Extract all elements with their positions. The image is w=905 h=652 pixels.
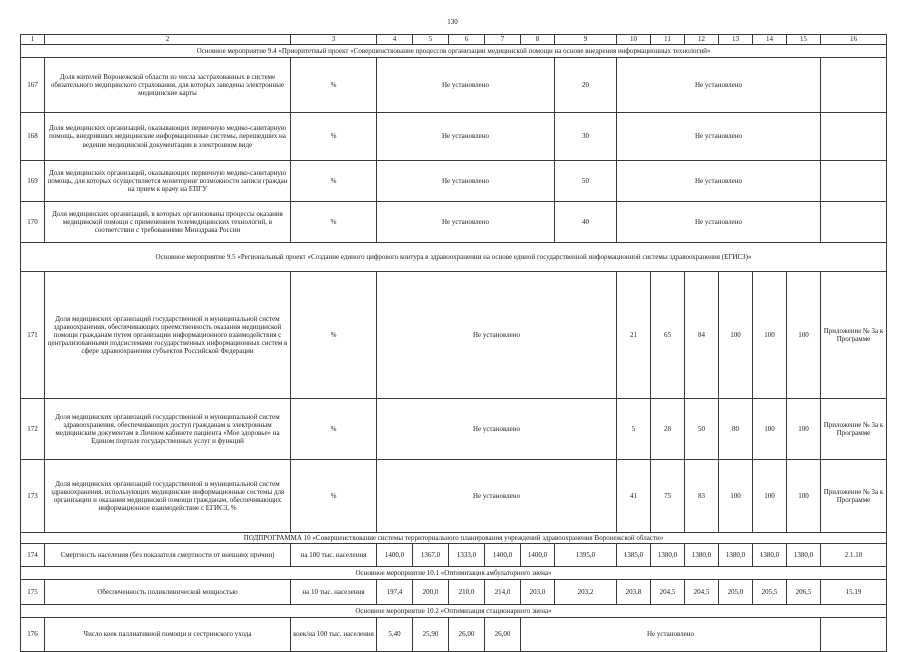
value-cell: 100 [787,399,821,460]
value-cell: 1395,0 [555,544,617,567]
indicator-name: Доля медицинских организаций государственной и муниципальной систем здравоохранения, обеспечивающих доступ гражданам к электронным медицинским документам в Личном кабинете пациента «Мое здоровье» на Едином портале государственных услуг и функций [45,399,291,460]
value-cell: 100 [753,272,787,399]
value-cell: 1380,0 [787,544,821,567]
value-cell: 100 [753,399,787,460]
indicator-name: Обеспеченность поликлинической мощностью [45,580,291,605]
table-row [21,272,887,399]
section-row [21,605,887,618]
not-set-cell: Не установлено [617,113,821,161]
value-cell: 206,5 [787,580,821,605]
value-cell: 25,90 [413,618,449,652]
note-cell [821,161,887,202]
header-cell: 5 [413,35,449,45]
row-number: 176 [21,618,45,652]
table-row [21,460,887,533]
note-cell [821,113,887,161]
unit-cell: % [291,399,377,460]
value-cell: 205,0 [719,580,753,605]
header-cell: 15 [787,35,821,45]
value-cell: 50 [555,161,617,202]
indicator-name: Доля медицинских организаций, в которых организованы процессы оказания медицинской помощи с применением телемедицинских технологий, в соответствии с требованиями Минздрава России [45,202,291,243]
value-cell: 20 [555,58,617,113]
value-cell: 204,5 [651,580,685,605]
value-cell: 26,00 [485,618,521,652]
section-title: Основное мероприятие 9.5 «Региональный проект «Создание единого цифрового контура в здравоохранении на основе единой государственной информационной системы здравоохранения (ЕГИСЗ)» [21,243,887,272]
row-number: 169 [21,161,45,202]
header-cell: 10 [617,35,651,45]
page-number: 130 [447,18,458,26]
value-cell: 40 [555,202,617,243]
header-cell: 13 [719,35,753,45]
value-cell: 1333,0 [449,544,485,567]
note-cell [821,58,887,113]
not-set-cell: Не установлено [617,161,821,202]
value-cell: 197,4 [377,580,413,605]
table-row [21,580,887,605]
value-cell: 100 [719,460,753,533]
value-cell: 26,00 [449,618,485,652]
not-set-cell: Не установлено [521,618,821,652]
header-cell: 11 [651,35,685,45]
table-row [21,399,887,460]
note-cell: Приложение № 3а к Программе [821,399,887,460]
value-cell: 83 [685,460,719,533]
unit-cell: на 100 тыс. населения [291,544,377,567]
note-cell: 2.1.10 [821,544,887,567]
table-row [21,544,887,567]
value-cell: 50 [685,399,719,460]
value-cell: 1367,0 [413,544,449,567]
indicator-name: Смертность населения (без показателя смертности от внешних причин) [45,544,291,567]
note-cell: 15.19 [821,580,887,605]
not-set-cell: Не установлено [377,272,617,399]
value-cell: 214,0 [485,580,521,605]
not-set-cell: Не установлено [377,399,617,460]
unit-cell: на 10 тыс. населения [291,580,377,605]
row-number: 174 [21,544,45,567]
header-cell: 7 [485,35,521,45]
note-cell [821,618,887,652]
row-number: 171 [21,272,45,399]
value-cell: 65 [651,272,685,399]
value-cell: 41 [617,460,651,533]
value-cell: 30 [555,113,617,161]
section-row [21,567,887,580]
section-row [21,45,887,58]
value-cell: 204,5 [685,580,719,605]
unit-cell: % [291,161,377,202]
value-cell: 203,2 [555,580,617,605]
header-cell: 1 [21,35,45,45]
section-title: Основное мероприятие 10.1 «Оптимизация амбулаторного звена» [21,567,887,580]
value-cell: 1400,0 [377,544,413,567]
value-cell: 1380,0 [753,544,787,567]
header-cell: 8 [521,35,555,45]
value-cell: 203,0 [521,580,555,605]
indicator-name: Доля медицинских организаций государственной и муниципальной систем здравоохранения, обеспечивающих преемственность оказания медицинской помощи гражданам путем организации информационного взаимодействия с централизованными подсистемами государственных информационных систем в сфере здравоохранения субъектов Российской Федерации [45,272,291,399]
unit-cell: коек/на 100 тыс. населения [291,618,377,652]
unit-cell: % [291,113,377,161]
value-cell: 203,8 [617,580,651,605]
header-cell: 6 [449,35,485,45]
value-cell: 1380,0 [685,544,719,567]
value-cell: 84 [685,272,719,399]
value-cell: 5 [617,399,651,460]
value-cell: 28 [651,399,685,460]
row-number: 167 [21,58,45,113]
value-cell: 200,0 [413,580,449,605]
value-cell: 80 [719,399,753,460]
indicator-name: Доля медицинских организаций, оказывающих первичную медико-санитарную помощь, для которых осуществляется мониторинг возможности записи граждан на прием к врачу на ЕПГУ [45,161,291,202]
not-set-cell: Не установлено [617,58,821,113]
header-cell: 16 [821,35,887,45]
value-cell: 100 [753,460,787,533]
value-cell: 1385,0 [617,544,651,567]
value-cell: 100 [719,272,753,399]
value-cell: 5,40 [377,618,413,652]
header-cell: 9 [555,35,617,45]
section-title: Основное мероприятие 10.2 «Оптимизация стационарного звена» [21,605,887,618]
header-cell: 12 [685,35,719,45]
header-cell: 2 [45,35,291,45]
value-cell: 100 [787,272,821,399]
subprogram-row [21,533,887,544]
table-row [21,113,887,161]
unit-cell: % [291,58,377,113]
indicator-name: Доля медицинских организаций, оказывающих первичную медико-санитарную помощь, внедривших медицинские информационные системы, перешедших на ведение медицинской документации в электронном виде [45,113,291,161]
value-cell: 1380,0 [719,544,753,567]
unit-cell: % [291,272,377,399]
indicator-name: Доля медицинских организаций государственной и муниципальной систем здравоохранения, использующих медицинские информационные системы для организации и оказания медицинской помощи гражданам, обеспечивающих информационное взаимодействие с ЕГИСЗ, % [45,460,291,533]
indicator-name: Доля жителей Воронежской области из числа застрахованных в системе обязательного медицинского страхования, для которых заведены электронные медицинские карты [45,58,291,113]
indicators-table [20,34,887,652]
not-set-cell: Не установлено [377,202,555,243]
header-cell: 4 [377,35,413,45]
not-set-cell: Не установлено [617,202,821,243]
table-row [21,58,887,113]
unit-cell: % [291,460,377,533]
unit-cell: % [291,202,377,243]
row-number: 173 [21,460,45,533]
not-set-cell: Не установлено [377,460,617,533]
note-cell: Приложение № 3а к Программе [821,272,887,399]
value-cell: 75 [651,460,685,533]
row-number: 172 [21,399,45,460]
value-cell: 100 [787,460,821,533]
indicator-name: Число коек паллиативной помощи и сестринского ухода [45,618,291,652]
row-number: 175 [21,580,45,605]
table-row [21,202,887,243]
row-number: 168 [21,113,45,161]
not-set-cell: Не установлено [377,58,555,113]
header-cell: 14 [753,35,787,45]
value-cell: 1400,0 [521,544,555,567]
value-cell: 205,5 [753,580,787,605]
table-row [21,618,887,652]
note-cell: Приложение № 3а к Программе [821,460,887,533]
table-row [21,161,887,202]
section-title: Основное мероприятие 9.4 «Приоритетный проект «Совершенствование процессов организации медицинской помощи на основе внедрения информационных технологий» [21,45,887,58]
value-cell: 1380,0 [651,544,685,567]
not-set-cell: Не установлено [377,161,555,202]
row-number: 170 [21,202,45,243]
value-cell: 210,0 [449,580,485,605]
not-set-cell: Не установлено [377,113,555,161]
subprogram-title: ПОДПРОГРАММА 10 «Совершенствование системы территориального планирования учреждений здравоохранения Воронежской области» [21,533,887,544]
header-row [21,35,887,45]
value-cell: 1400,0 [485,544,521,567]
section-row [21,243,887,272]
note-cell [821,202,887,243]
value-cell: 21 [617,272,651,399]
header-cell: 3 [291,35,377,45]
